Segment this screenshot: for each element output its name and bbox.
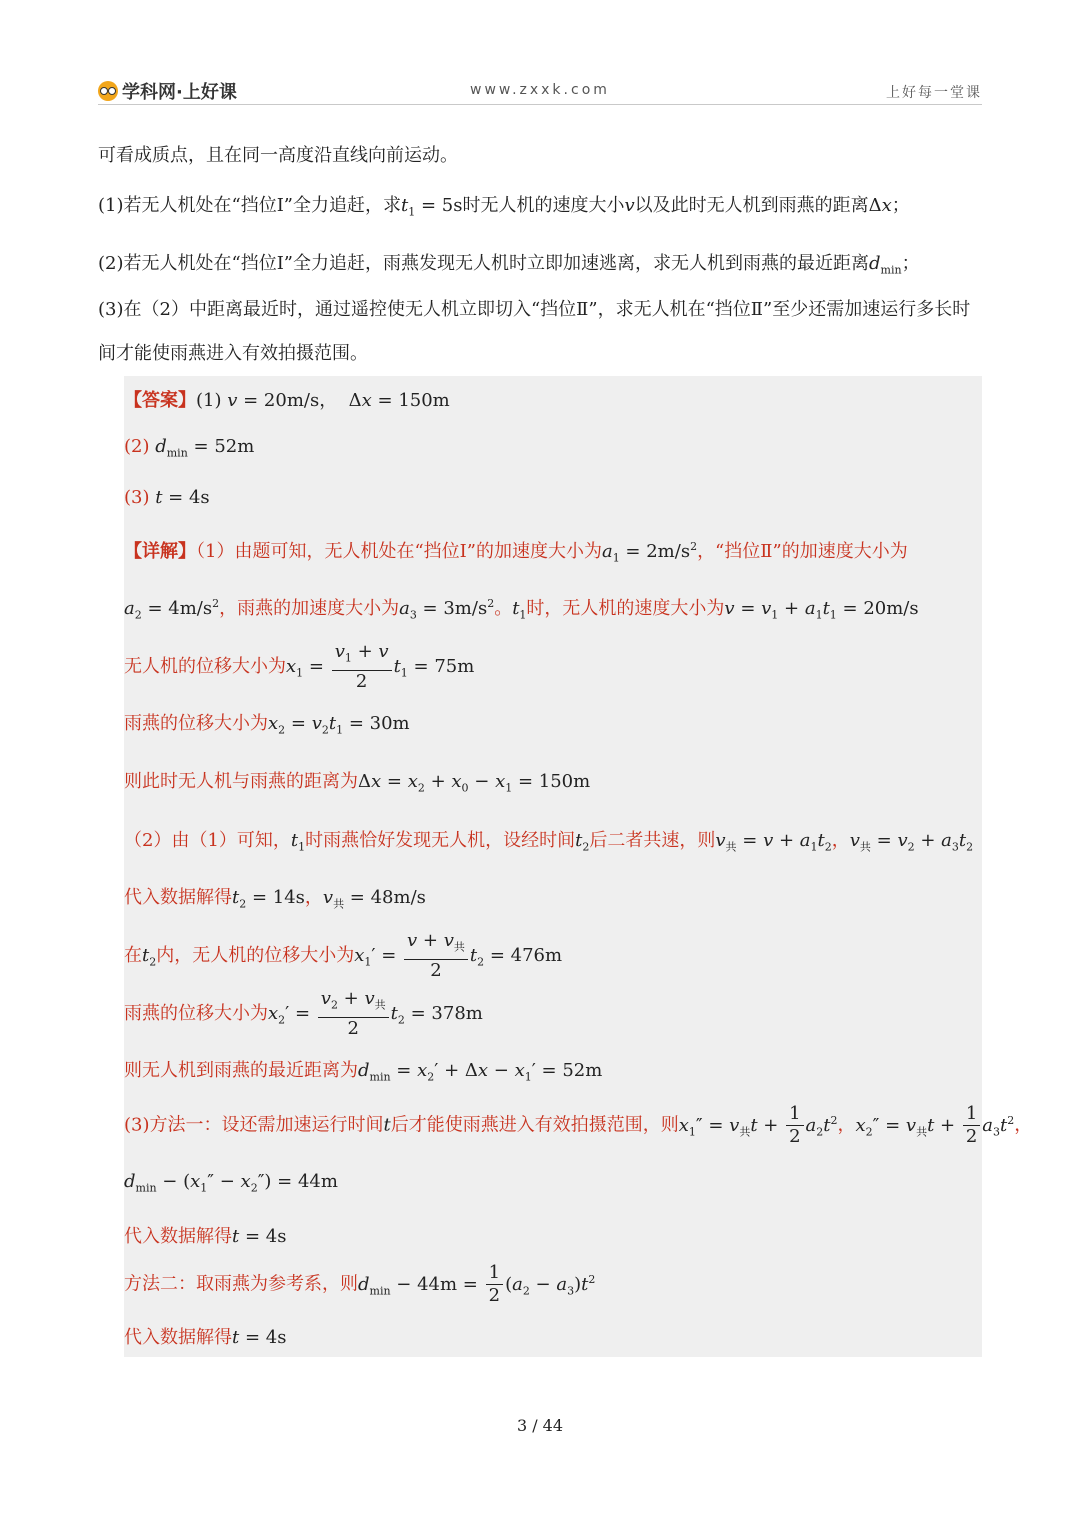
question-1: (1)若无人机处在“挡位Ⅰ”全力追赶，求$t_1 = 5s$时无人机的速度大小v以及此时无人机到雨燕的距离Δx；	[98, 195, 910, 219]
logo-text: 学科网·上好课	[122, 82, 237, 103]
detail-line-8: 在$t_2$内，无人机的位移大小为$x_1'$ = $\frac{v + v_共}{2}$ $t_2 = 476m$	[124, 930, 563, 981]
detail-line-10: 则无人机到雨燕的最近距离为$d_{min} = x_2' + \Delta x - x_1' = 52m$	[124, 1060, 603, 1084]
detail-line-1: 【详解】（1）由题可知，无人机处在“挡位Ⅰ”的加速度大小为$a_1 = 2m/s^2$，“挡位Ⅱ”的加速度大小为	[124, 540, 908, 565]
detail-line-4: 雨燕的位移大小为$x_2 = v_2t_1 = 30m$	[124, 713, 410, 737]
question-intro: 可看成质点，且在同一高度沿直线向前运动。	[98, 145, 458, 166]
detail-line-11: (3)方法一：设还需加速运行时间t后才能使雨燕进入有效拍摄范围，则$x_1'' = v_共t$ + $\frac{1}{2}$ $a_2t^2$，$x_2'' = v_共t$ + $\frac{1}{2}$ $a_3t^2$，	[124, 1103, 1033, 1147]
detail-line-3: 无人机的位移大小为$x_1$ = $\frac{v_1 + v}{2}$ $t_1 = 75m$	[124, 641, 475, 692]
answer-2: (2) $d_{min} = 52m$	[124, 436, 255, 460]
detail-line-13: 代入数据解得t = 4s	[124, 1226, 287, 1247]
detail-line-5: 则此时无人机与雨燕的距离为$\Delta x = x_2 + x_0 - x_1 = 150m$	[124, 771, 591, 795]
header-motto: 上好每一堂课	[886, 85, 982, 101]
answer-panel	[124, 376, 982, 1357]
logo-owl-icon	[98, 81, 118, 101]
detail-line-2: $a_2 = 4m/s^2$，雨燕的加速度大小为$a_3 = 3m/s^2$。$t_1$时，无人机的速度大小为$v = v_1 + a_1t_1 = 20m/s$	[124, 597, 919, 622]
detail-line-6: （2）由（1）可知，$t_1$时雨燕恰好发现无人机，设经时间$t_2$后二者共速，则$v_共 = v + a_1t_2$，$v_共 = v_2 + a_3t_2$	[124, 830, 974, 854]
detail-line-15: 代入数据解得t = 4s	[124, 1327, 287, 1348]
answer-1: 【答案】(1) v = 20m/s， Δx = 150m	[124, 390, 450, 411]
question-3: (3)在（2）中距离最近时，通过遥控使无人机立即切入“挡位Ⅱ”，求无人机在“挡位Ⅱ”至少还需加速运行多长时间才能使雨燕进入有效拍摄范围。	[98, 299, 971, 364]
detail-label: 【详解】	[124, 541, 196, 562]
question-2: (2)若无人机处在“挡位Ⅰ”全力追赶，雨燕发现无人机时立即加速逃离，求无人机到雨燕的最近距离$d_{min}$；	[98, 253, 920, 277]
page-header	[98, 74, 982, 105]
detail-line-14: 方法二：取雨燕为参考系，则$d_{min} - 44m$ = $\frac{1}{2}$ $(a_2 - a_3)t^2$	[124, 1262, 596, 1306]
page-number: 3 / 44	[516, 1416, 564, 1435]
detail-line-9: 雨燕的位移大小为$x_2'$ = $\frac{v_2 + v_共}{2}$ $t_2 = 378m$	[124, 988, 483, 1039]
answer-3: (3) t = 4s	[124, 487, 210, 508]
logo	[98, 78, 237, 104]
answer-label: 【答案】	[124, 390, 196, 411]
detail-line-12: $d_{min} - (x_1'' - x_2'') = 44m$	[124, 1171, 338, 1195]
detail-line-7: 代入数据解得$t_2 = 14s$，$v_共 = 48m/s$	[124, 887, 426, 911]
site-url: www.zxxk.com	[470, 82, 610, 98]
